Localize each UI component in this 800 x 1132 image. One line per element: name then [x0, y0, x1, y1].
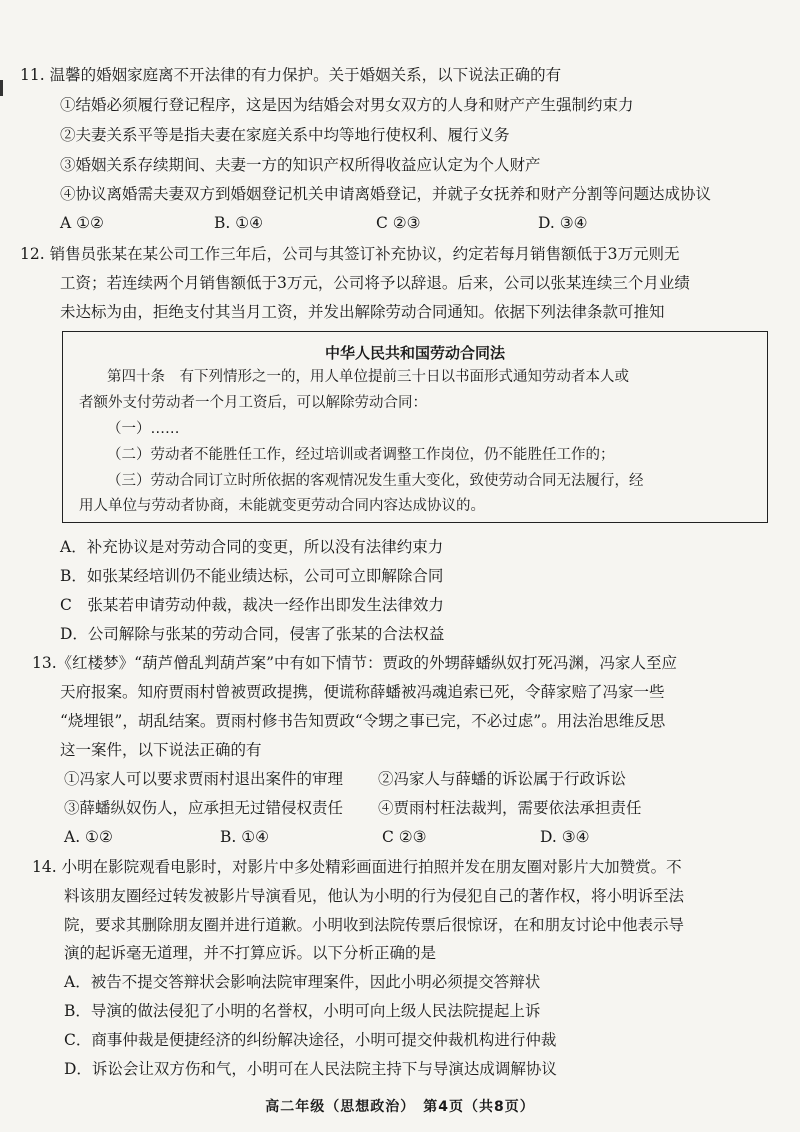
q11-item-4: ④协议离婚需夫妻双方到婚姻登记机关申请离婚登记，并就子女抚养和财产分割等问题达成协议	[60, 185, 712, 203]
law-line-6: 用人单位与劳动者协商，未能就变更劳动合同内容达成协议的。	[79, 498, 485, 514]
q11-item-3: ③婚姻关系存续期间、夫妻一方的知识产权所得收益应认定为个人财产	[60, 156, 541, 174]
q13-option-a: A. ①②	[64, 828, 113, 846]
q13-item-3: ③薛蟠纵奴伤人，应承担无过错侵权责任	[64, 799, 344, 817]
q13-items-row-2	[0, 797, 800, 819]
q11-item-2: ②夫妻关系平等是指夫妻在家庭关系中均等地行使权利、履行义务	[60, 126, 510, 144]
law-line-3: （一）……	[107, 421, 180, 437]
q12-stem-line-3: 未达标为由，拒绝支付其当月工资，并发出解除劳动合同通知。依据下列法律条款可推知	[60, 303, 665, 321]
q11-item-1: ①结婚必须履行登记程序，这是因为结婚会对男女双方的人身和财产产生强制约束力	[60, 96, 634, 114]
q13-option-b: B. ①④	[220, 828, 270, 846]
q13-stem-line-3: “烧埋银”，胡乱结案。贾雨村修书告知贾政“令甥之事已完，不必过虑”。用法治思维反思	[60, 712, 666, 730]
q13-item-1: ①冯家人可以要求贾雨村退出案件的审理	[64, 770, 344, 788]
q14-stem-line-1: 14. 小明在影院观看电影时，对影片中多处精彩画面进行拍照并发在朋友圈对影片大加赞赏。不	[32, 858, 682, 876]
q13-item-4: ④贾雨村枉法裁判，需要依法承担责任	[378, 799, 642, 817]
law-line-1: 第四十条 有下列情形之一的，用人单位提前三十日以书面形式通知劳动者本人或	[107, 369, 629, 385]
q12-option-c: C 张某若申请劳动仲裁，裁决一经作出即发生法律效力	[60, 596, 444, 614]
q14-stem-line-2: 料该朋友圈经过转发被影片导演看见，他认为小明的行为侵犯自己的著作权，将小明诉至法	[64, 887, 685, 905]
q12-stem-line-2: 工资；若连续两个月销售额低于3万元，公司将予以辞退。后来，公司以张某连续三个月业绩	[60, 274, 690, 292]
q14-option-c: C．商事仲裁是便捷经济的纠纷解决途径，小明可提交仲裁机构进行仲裁	[64, 1031, 557, 1049]
q14-option-d: D．诉讼会让双方伤和气，小明可在人民法院主持下与导演达成调解协议	[64, 1060, 557, 1078]
q13-stem-line-2: 天府报案。知府贾雨村曾被贾政提携，便谎称薛蟠被冯魂追索已死，令薛家赔了冯家一些	[60, 683, 665, 701]
q14-stem-line-4: 演的起诉毫无道理，并不打算应诉。以下分析正确的是	[64, 944, 437, 962]
q14-option-a: A．被告不提交答辩状会影响法院审理案件，因此小明必须提交答辩状	[64, 973, 541, 991]
q13-option-d: D. ③④	[540, 828, 590, 846]
q12-option-d: D．公司解除与张某的劳动合同，侵害了张某的合法权益	[60, 625, 445, 643]
q12-stem-line-1: 12. 销售员张某在某公司工作三年后，公司与其签订补充协议，约定若每月销售额低于3万元则无	[20, 245, 680, 263]
q14-option-b: B．导演的做法侵犯了小明的名誉权，小明可向上级人民法院提起上诉	[64, 1002, 541, 1020]
q14-stem-line-3: 院，要求其删除朋友圈并进行道歉。小明收到法院传票后很惊讶，在和朋友讨论中他表示导	[64, 916, 685, 934]
q11-option-d: D. ③④	[538, 214, 588, 232]
page-footer: 高二年级（思想政治） 第4页（共8页）	[265, 1099, 535, 1115]
law-excerpt-box	[62, 331, 768, 523]
q11-option-c: C ②③	[376, 214, 421, 232]
q12-option-a: A．补充协议是对劳动合同的变更，所以没有法律约束力	[60, 538, 444, 556]
q13-stem-line-4: 这一案件，以下说法正确的有	[60, 741, 262, 759]
edge-mark	[0, 80, 3, 96]
q13-option-c: C ②③	[382, 828, 427, 846]
law-title: 中华人民共和国劳动合同法	[324, 344, 505, 362]
law-line-2: 者额外支付劳动者一个月工资后，可以解除劳动合同：	[79, 395, 427, 411]
q13-stem-line-1: 13.《红楼梦》“葫芦僧乱判葫芦案”中有如下情节：贾政的外甥薛蟠纵奴打死冯渊，冯家人至应	[32, 654, 678, 672]
q11-option-a: A ①②	[60, 214, 104, 232]
q13-items-row-1	[0, 768, 800, 790]
law-line-4: （二）劳动者不能胜任工作，经过培训或者调整工作岗位，仍不能胜任工作的；	[107, 447, 615, 463]
q11-stem: 11. 温馨的婚姻家庭离不开法律的有力保护。关于婚姻关系，以下说法正确的有	[20, 66, 562, 84]
q13-options	[0, 826, 800, 848]
q13-item-2: ②冯家人与薛蟠的诉讼属于行政诉讼	[378, 770, 627, 788]
q12-option-b: B．如张某经培训仍不能业绩达标，公司可立即解除合同	[60, 567, 444, 585]
q11-options	[0, 212, 800, 234]
law-line-5: （三）劳动合同订立时所依据的客观情况发生重大变化，致使劳动合同无法履行，经	[107, 473, 644, 489]
q11-option-b: B. ①④	[214, 214, 264, 232]
